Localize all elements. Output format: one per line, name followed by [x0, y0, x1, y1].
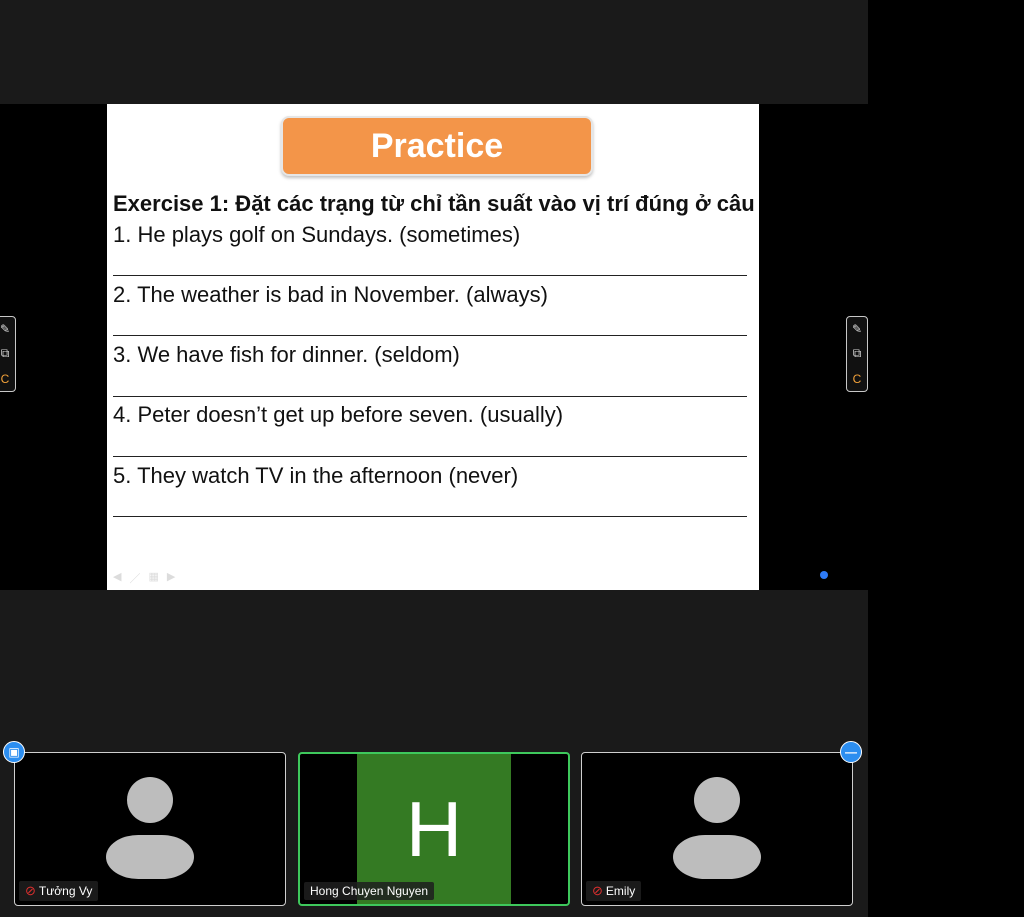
slide-tools	[113, 570, 175, 586]
minimize-icon[interactable]: —	[840, 741, 862, 763]
participant-name-tag	[304, 882, 434, 900]
pen-tool-icon[interactable]: ／	[129, 573, 141, 585]
crop-icon[interactable]: ⧉	[0, 346, 10, 361]
undo-icon[interactable]: C	[0, 371, 10, 386]
exercise-item-3: 3. We have fish for dinner. (seldom)	[113, 342, 460, 367]
slides-icon[interactable]: ▦	[148, 571, 159, 583]
prev-arrow-icon[interactable]: ◀	[113, 571, 122, 583]
person-icon	[694, 777, 740, 823]
slide-title: Practice	[281, 116, 593, 176]
participant-name: Tưởng Vy	[38, 884, 93, 898]
participant-tile-active[interactable]	[298, 752, 570, 906]
participant-name-tag	[586, 881, 641, 901]
answer-line	[113, 335, 747, 336]
page-indicator-dot[interactable]	[820, 571, 828, 579]
muted-mic-icon: ⊘	[25, 883, 36, 898]
pin-icon[interactable]: ▣	[3, 741, 25, 763]
answer-line	[113, 456, 747, 457]
person-icon	[673, 835, 761, 879]
exercise-item-4: 4. Peter doesn’t get up before seven. (usually)	[113, 402, 564, 427]
exercise-item-2: 2. The weather is bad in November. (always)	[113, 282, 548, 307]
pen-icon[interactable]: ✎	[851, 322, 863, 337]
participant-tile[interactable]	[14, 752, 286, 906]
participant-name: Hong Chuyen Nguyen	[310, 884, 429, 898]
participant-initial: H	[357, 754, 511, 904]
right-annotation-toolbar	[846, 316, 868, 392]
participant-tile[interactable]	[581, 752, 853, 906]
undo-icon[interactable]: C	[852, 371, 862, 386]
participant-name: Emily	[605, 884, 636, 898]
exercise-item-5: 5. They watch TV in the afternoon (never)	[113, 463, 519, 488]
exercise-item-1: 1. He plays golf on Sundays. (sometimes)	[113, 222, 521, 247]
muted-mic-icon: ⊘	[592, 883, 603, 898]
left-annotation-toolbar	[0, 316, 16, 392]
answer-line	[113, 516, 747, 517]
answer-line	[113, 275, 747, 276]
person-icon	[106, 835, 194, 879]
shared-slide	[107, 104, 759, 590]
pen-icon[interactable]: ✎	[0, 322, 11, 337]
next-arrow-icon[interactable]: ▶	[166, 571, 176, 583]
exercise-heading: Exercise 1: Đặt các trạng từ chỉ tần suất vào vị trí đúng ở câu	[113, 191, 755, 216]
crop-icon[interactable]: ⧉	[852, 346, 862, 361]
participant-name-tag	[19, 881, 98, 901]
answer-line	[113, 396, 747, 397]
person-icon	[127, 777, 173, 823]
